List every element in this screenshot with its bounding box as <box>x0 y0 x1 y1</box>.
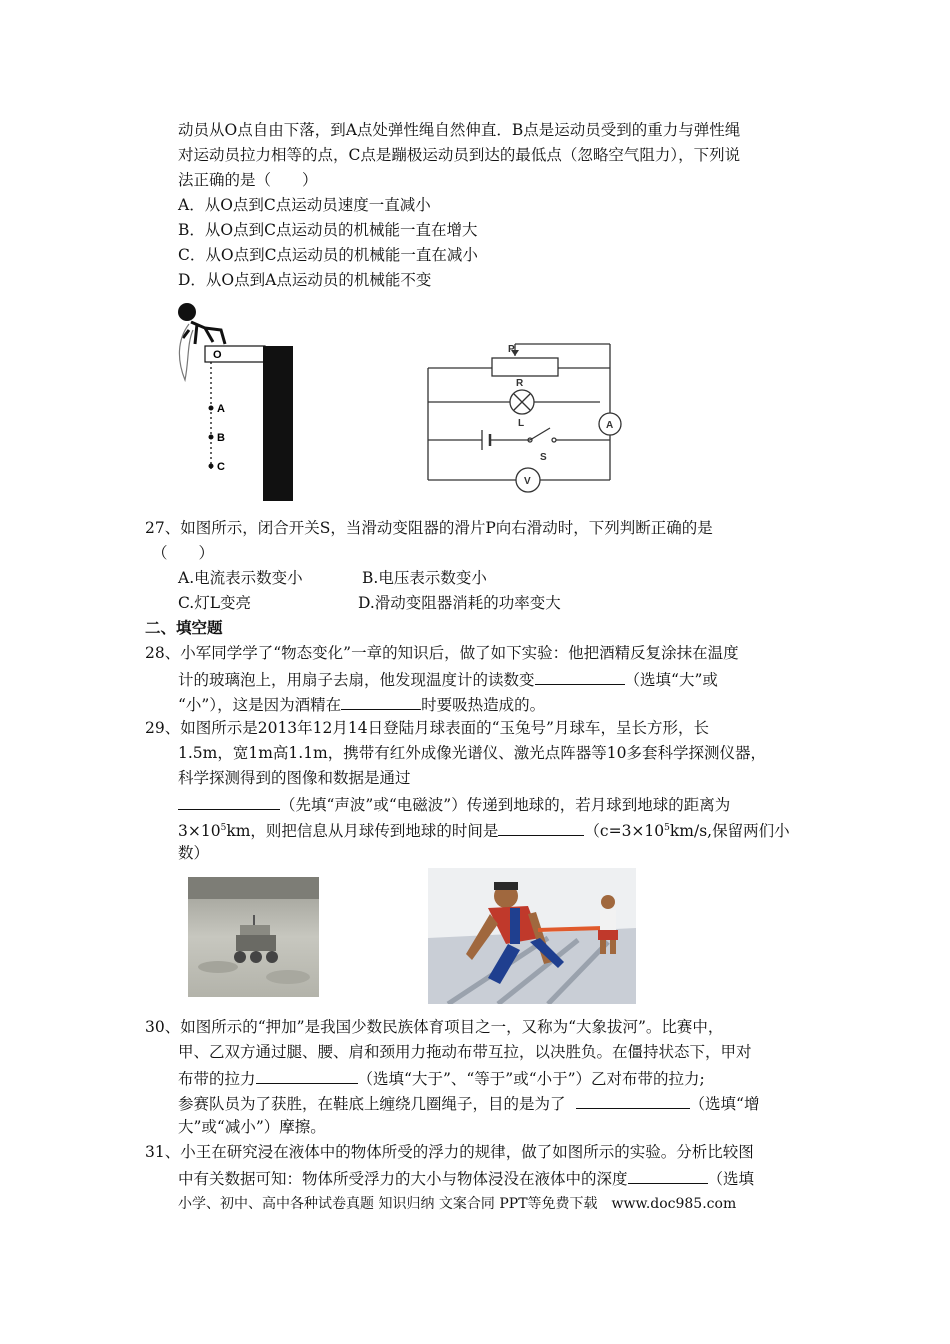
q31-text-2b: （选填 <box>707 1170 755 1188</box>
q26-line-3: 法正确的是（ ） <box>178 171 318 189</box>
q29-text-5a: 3×10 <box>178 822 221 841</box>
q30-line-2: 甲、乙双方通过腿、腰、肩和颈用力拖动布带互拉，以决胜负。在僵持状态下，甲对 <box>178 1043 752 1061</box>
q30-line-3 <box>178 1067 705 1089</box>
q27-line-1: 27、如图所示，闭合开关S，当滑动变阻器的滑片P向右滑动时，下列判断正确的是 <box>145 519 713 537</box>
q30-blank-1[interactable] <box>256 1067 358 1084</box>
q28-line-3 <box>178 693 545 715</box>
rheostat-r <box>492 358 558 376</box>
moon-rover-photo <box>188 877 319 997</box>
q26-line-2: 对运动员拉力相等的点，C点是蹦极运动员到达的最低点（忽略空气阻力），下列说 <box>178 146 741 164</box>
q26-line-1: 动员从O点自由下落，到A点处弹性绳自然伸直．B点是运动员受到的重力与弹性绳 <box>178 121 741 139</box>
q29-text-5d: km/s,保留两们小 <box>669 822 790 841</box>
q28-text-d: 时要吸热造成的。 <box>421 696 546 714</box>
q29-text-4: （先填“声波”或“电磁波”）传递到地球的，若月球到地球的距离为 <box>280 796 731 814</box>
q28-line-1: 28、小军同学学了“物态变化”一章的知识后，做了如下实验：他把酒精反复涂抹在温度 <box>145 644 739 662</box>
section-heading-fill-in: 二、填空题 <box>145 618 223 637</box>
q29-line-2: 1.5m，宽1m高1.1m，携带有红外成像光谱仪、激光点阵器等10多套科学探测仪器， <box>178 744 766 762</box>
q29-text-5c: （c=3×10 <box>584 822 665 841</box>
q31-line-1: 31、小王在研究浸在液体中的物体所受的浮力的规律，做了如图所示的实验。分析比较图 <box>145 1143 754 1161</box>
q26-option-c: C．从O点到C点运动员的机械能一直在减小 <box>178 246 478 264</box>
label-b: B <box>217 432 225 444</box>
q28-text-c: “小”），这是因为酒精在 <box>178 696 342 714</box>
q29-blank-1[interactable] <box>178 793 280 810</box>
q29-line-4 <box>178 793 730 815</box>
q28-line-2 <box>178 668 718 690</box>
page-footer: 小学、初中、高中各种试卷真题 知识归纳 文案合同 PPT等免费下载 www.doc985.com <box>178 1196 737 1212</box>
point-c <box>209 464 214 469</box>
q29-line-3: 科学探测得到的图像和数据是通过 <box>178 769 411 787</box>
q27-line-2: （ ） <box>152 544 215 562</box>
q29-exp-2: 5 <box>664 823 670 833</box>
q28-blank-1[interactable] <box>535 668 625 685</box>
q30-text-3a: 布带的拉力 <box>178 1070 256 1088</box>
q27-option-c: C.灯L变亮 <box>178 594 252 612</box>
q30-blank-2[interactable] <box>576 1092 690 1109</box>
q27-option-b: B.电压表示数变小 <box>362 569 487 587</box>
q29-line-1: 29、如图所示是2013年12月14日登陆月球表面的“玉兔号”月球车，呈长方形，长 <box>145 719 709 737</box>
q28-text-a: 计的玻璃泡上，用扇子去扇，他发现温度计的读数变 <box>178 671 535 689</box>
yajia-photo <box>428 868 636 1004</box>
label-l: L <box>518 418 525 429</box>
point-b <box>209 435 214 440</box>
q29-blank-2[interactable] <box>498 819 584 836</box>
label-s: S <box>540 452 547 463</box>
label-v: V <box>524 476 531 487</box>
q27-option-a: A.电流表示数变小 <box>178 569 303 587</box>
label-a-meter: A <box>606 420 614 431</box>
q31-line-2 <box>178 1167 754 1189</box>
q29-line-6: 数） <box>178 844 210 862</box>
label-c: C <box>217 461 225 473</box>
q29-exp-1: 5 <box>220 823 227 833</box>
q30-line-4 <box>178 1092 759 1114</box>
label-a: A <box>217 403 225 415</box>
q29-text-5b: km，则把信息从月球传到地球的时间是 <box>226 822 499 841</box>
q29-line-5 <box>178 818 790 841</box>
q30-text-3b: （选填“大于”、“等于”或“小于”）乙对布带的拉力; <box>357 1070 705 1088</box>
label-r: R <box>516 378 524 389</box>
q30-text-4b: （选填“增 <box>689 1095 760 1113</box>
q30-line-1: 30、如图所示的“押加”是我国少数民族体育项目之一，又称为“大象拔河”。比赛中， <box>145 1018 724 1036</box>
q26-option-d: D．从O点到A点运动员的机械能不变 <box>178 271 432 289</box>
q31-text-2a: 中有关数据可知：物体所受浮力的大小与物体浸没在液体中的深度 <box>178 1170 628 1188</box>
q30-text-4a: 参赛队员为了获胜，在鞋底上缠绕几圈绳子，目的是为了 <box>178 1095 566 1113</box>
q28-text-b: （选填“大”或 <box>624 671 718 689</box>
label-p: P <box>508 344 515 355</box>
bungee-figure <box>175 300 300 505</box>
point-a <box>209 406 214 411</box>
jumper-head <box>178 303 196 321</box>
q26-option-a: A．从O点到C点运动员速度一直减小 <box>178 196 431 214</box>
circuit-diagram <box>420 340 630 500</box>
q26-option-b: B．从O点到C点运动员的机械能一直在增大 <box>178 221 478 239</box>
q27-option-d: D.滑动变阻器消耗的功率变大 <box>358 594 561 612</box>
q30-line-5: 大”或“减小”）摩擦。 <box>178 1118 326 1136</box>
label-o: O <box>213 349 222 361</box>
q28-blank-2[interactable] <box>341 693 421 710</box>
tower <box>263 346 293 501</box>
jumper-body <box>183 322 225 344</box>
q31-blank-1[interactable] <box>628 1167 708 1184</box>
